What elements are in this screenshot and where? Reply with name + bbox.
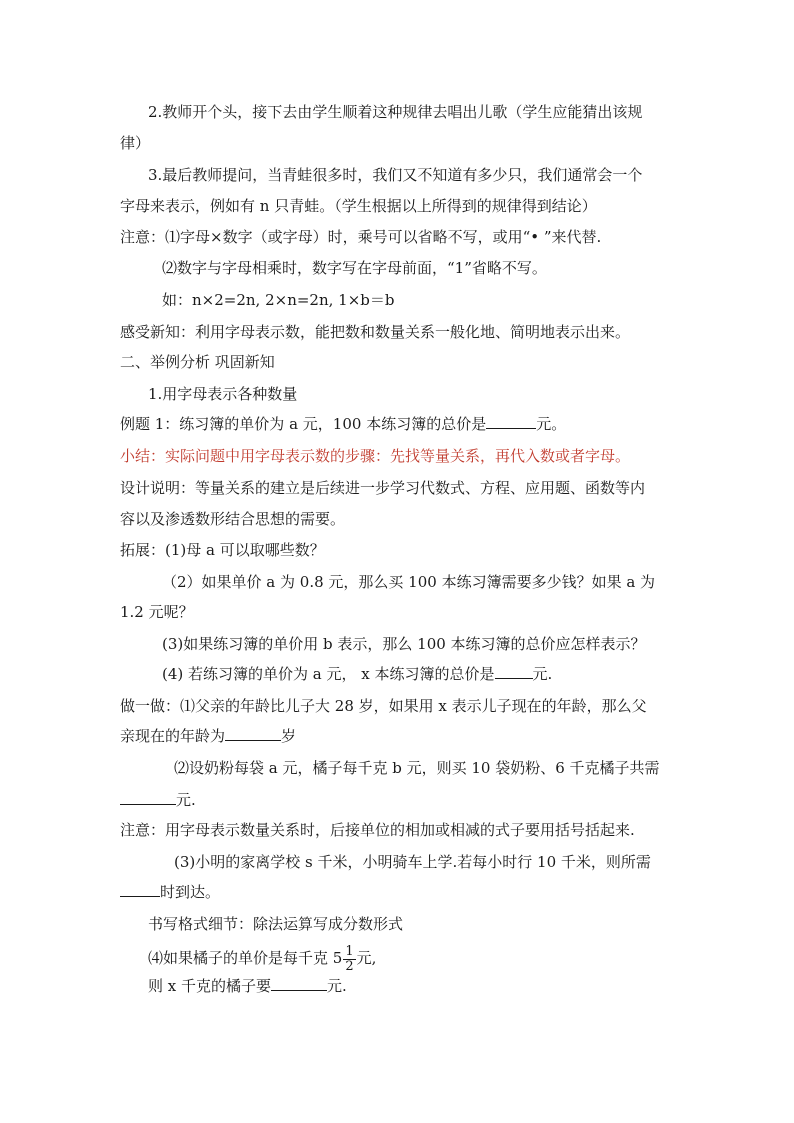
text-line: 1.2 元呢？ [120,603,194,621]
text-line: 设计说明：等量关系的建立是后续进一步学习代数式、方程、应用题、函数等内 [120,479,646,497]
text-segment: 元。 [536,415,567,433]
answer-blank [486,414,536,429]
fraction [343,945,355,974]
text-line [120,790,196,810]
answer-blank [225,726,281,741]
text-line [120,882,220,902]
text-line: 注意：⑴字母×数字（或字母）时，乘号可以省略不写，或用“• ”来代替. [120,228,602,246]
text-segment: 元. [176,791,196,809]
text-segment: 元. [532,665,553,683]
text-line: 律） [120,134,151,152]
text-line: 字母来表示，例如有 n 只青蛙。（学生根据以上所得到的规律得到结论） [120,197,597,215]
text-line [120,726,296,746]
answer-blank [271,976,327,991]
text-line: 做一做：⑴父亲的年龄比儿子大 28 岁，如果用 x 表示儿子现在的年龄，那么父 [120,697,647,715]
text-line: 书写格式细节：除法运算写成分数形式 [148,915,404,933]
text-segment: (4) 若练习簿的单价为 a 元， x 本练习簿的总价是 [162,665,495,683]
text-segment: 元. [327,977,347,995]
text-segment: 例题 1：练习簿的单价为 a 元，100 本练习簿的总价是 [120,415,487,433]
text-segment: ⑷如果橘子的单价是每千克 5 [148,949,343,967]
text-line-fraction [148,943,376,974]
text-line: 如：n×2=2n, 2×n=2n, 1×b＝b [162,291,395,309]
subsection-heading: 1.用字母表示各种数量 [148,385,298,403]
text-line: 感受新知：利用字母表示数，能把数和数量关系一般化地、简明地表示出来。 [120,323,631,341]
text-line: (3)如果练习簿的单价用 b 表示，那么 100 本练习簿的总价应怎样表示？ [162,635,646,653]
text-line: (3)小明的家离学校 s 千米，小明骑车上学.若每小时行 10 千米，则所需 [174,853,651,871]
text-segment: 时到达。 [160,883,221,901]
text-line: ⑵数字与字母相乘时，数字写在字母前面，“1”省略不写。 [162,259,547,277]
text-line [120,414,566,434]
text-segment: 元, [356,949,377,967]
text-line [162,664,552,684]
text-line: 2.教师开个头，接下去由学生顺着这种规律去唱出儿歌（学生应能猜出该规 [148,103,643,121]
text-line: 容以及渗透数形结合思想的需要。 [120,510,346,528]
text-line: 3.最后教师提问，当青蛙很多时，我们又不知道有多少只，我们通常会一个 [148,166,643,184]
text-line: 拓展：(1)母 a 可以取哪些数？ [120,541,325,559]
text-segment: 岁 [281,727,297,745]
text-segment: 则 x 千克的橘子要 [148,977,271,995]
text-line: 注意：用字母表示数量关系时，后接单位的相加或相减的式子要用括号括起来. [120,821,635,839]
text-line: ⑵设奶粉每袋 a 元，橘子每千克 b 元，则买 10 袋奶粉、6 千克橘子共需 [174,759,660,777]
text-line [148,976,347,996]
text-line: （2）如果单价 a 为 0.8 元，那么买 100 本练习簿需要多少钱？如果 a 为 [162,573,656,591]
answer-blank [120,882,160,897]
fraction-denominator: 2 [345,958,354,974]
summary-line: 小结：实际问题中用字母表示数的步骤：先找等量关系，再代入数或者字母。 [120,447,631,465]
text-segment: 亲现在的年龄为 [120,727,226,745]
fraction-numerator: 1 [345,943,354,959]
answer-blank [120,790,176,805]
section-heading: 二、举例分析 巩固新知 [120,353,275,371]
answer-blank [495,664,533,679]
